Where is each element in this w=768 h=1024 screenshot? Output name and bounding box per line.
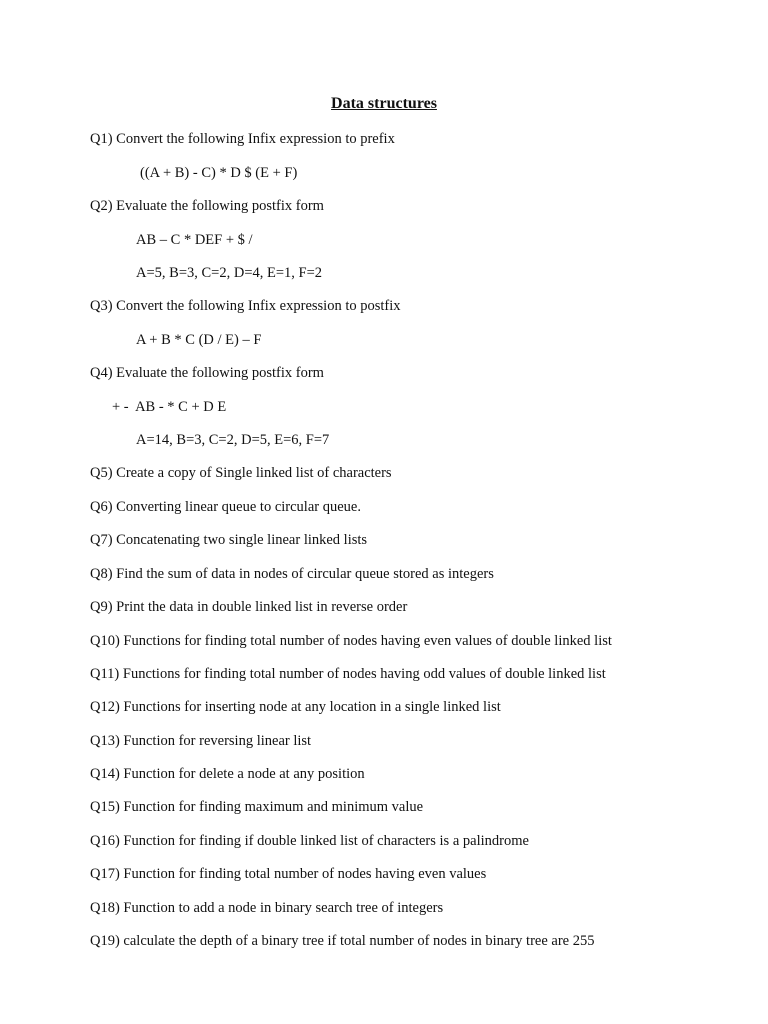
question-q1: Q1) Convert the following Infix expression to prefix <box>90 131 395 147</box>
question-q14: Q14) Function for delete a node at any position <box>90 766 365 782</box>
q4-expression: + - AB - * C + D E <box>112 399 227 415</box>
question-q4: Q4) Evaluate the following postfix form <box>90 365 324 381</box>
question-q6: Q6) Converting linear queue to circular queue. <box>90 499 361 515</box>
q1-expression: ((A + B) - C) * D $ (E + F) <box>140 165 298 181</box>
question-q16: Q16) Function for finding if double linked list of characters is a palindrome <box>90 833 529 849</box>
question-q8: Q8) Find the sum of data in nodes of circular queue stored as integers <box>90 566 494 582</box>
question-q5: Q5) Create a copy of Single linked list of characters <box>90 465 392 481</box>
q2-values: A=5, B=3, C=2, D=4, E=1, F=2 <box>136 265 323 281</box>
question-q9: Q9) Print the data in double linked list in reverse order <box>90 599 408 615</box>
question-q18: Q18) Function to add a node in binary search tree of integers <box>90 900 444 916</box>
q4-values: A=14, B=3, C=2, D=5, E=6, F=7 <box>136 432 330 448</box>
question-q11: Q11) Functions for finding total number of nodes having odd values of double linked list <box>90 666 606 682</box>
q2-expression: AB – C * DEF + $ / <box>136 232 253 248</box>
question-q13: Q13) Function for reversing linear list <box>90 733 312 749</box>
q3-expression: A + B * C (D / E) – F <box>136 332 262 348</box>
question-q15: Q15) Function for finding maximum and minimum value <box>90 799 424 815</box>
question-q2: Q2) Evaluate the following postfix form <box>90 198 324 214</box>
page-title: Data structures <box>331 95 437 112</box>
question-q12: Q12) Functions for inserting node at any location in a single linked list <box>90 699 501 715</box>
question-q17: Q17) Function for finding total number of nodes having even values <box>90 866 487 882</box>
question-q10: Q10) Functions for finding total number of nodes having even values of double linked list <box>90 633 612 649</box>
question-q19: Q19) calculate the depth of a binary tree if total number of nodes in binary tree are 255 <box>90 933 595 949</box>
question-q3: Q3) Convert the following Infix expression to postfix <box>90 298 401 314</box>
question-q7: Q7) Concatenating two single linear linked lists <box>90 532 368 548</box>
